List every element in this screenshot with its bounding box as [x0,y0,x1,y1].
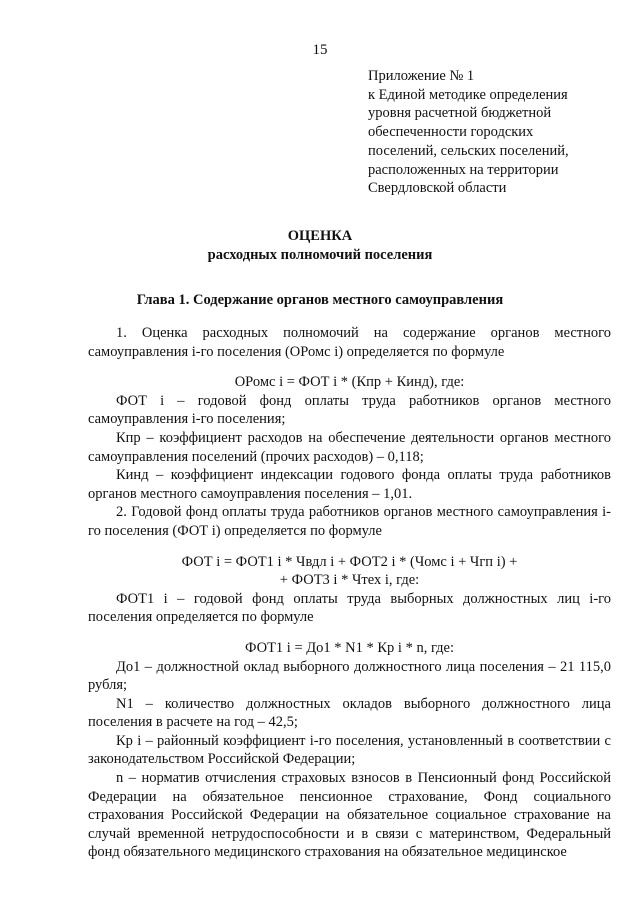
appendix-line: Приложение № 1 [368,68,475,84]
paragraph-1: 1. Оценка расходных полномочий на содержание органов местного самоуправления i-го поселения (ОРомс i) определяется по формуле [88,325,611,360]
definition-n: n – норматив отчисления страховых взносов в Пенсионный фонд Российской Федерации на обязательное пенсионное страхование, Фонд социального страхования Российской Федерации на обязательное социальное страхование на случай временной нетрудоспособности и в связи с материнством, Федеральный фонд обязательного медицинского страхования на обязательное медицинское [88,770,611,861]
title-line-2: расходных полномочий поселения [207,246,433,263]
definition-fot1: ФОТ1 i – годовой фонд оплаты труда выборных должностных лиц i-го поселения определяется по формуле [88,590,611,626]
appendix-line: поселений, сельских поселений, [368,142,569,159]
definition-do1: До1 – должностной оклад выборного должностного лица поселения – 21 115,0 рубля; [88,658,611,694]
title-line-1: ОЦЕНКА [287,228,353,244]
paragraph-2: 2. Годовой фонд оплаты труда работников органов местного самоуправления i-го поселения (ФОТ i) определяется по формуле [88,504,611,539]
definition-fot: ФОТ i – годовой фонд оплаты труда работников органов местного самоуправления i-го поселения; [88,392,611,428]
appendix-line: обеспеченности городских [368,124,534,141]
definition-kpr: Кпр – коэффициент расходов на обеспечение деятельности органов местного самоуправления поселений (прочих расходов) – 0,118; [88,429,611,465]
appendix-note [368,67,628,198]
formula-oroms: ОРомс i = ФОТ i * (Кпр + Кинд), где: [234,374,465,391]
document-title [0,227,640,264]
appendix-line: к Единой методике определения [368,86,568,103]
page-number: 15 [312,42,328,58]
chapter-heading: Глава 1. Содержание органов местного самоуправления [136,292,504,308]
document-body [88,324,611,862]
appendix-line: Свердловской области [368,180,507,197]
formula-fot [88,553,611,590]
formula-fot-line-1: ФОТ i = ФОТ1 i * Чвдл i + ФОТ2 i * (Чомс i + Чгп i) + [181,553,518,570]
definition-kind: Кинд – коэффициент индексации годового фонда оплаты труда работников органов местного самоуправления поселения – 1,01. [88,467,611,502]
formula-fot-line-2: + ФОТ3 i * Чтех i, где: [279,572,420,589]
appendix-line: уровня расчетной бюджетной [368,105,552,122]
formula-fot1: ФОТ1 i = До1 * N1 * Кр i * n, где: [244,639,455,656]
appendix-line: расположенных на территории [368,161,559,178]
definition-n1: N1 – количество должностных окладов выборного должностного лица поселения в расчете на год – 42,5; [88,695,611,731]
definition-kr: Кр i – районный коэффициент i-го поселения, установленный в соответствии с законодательством Российской Федерации; [88,732,611,768]
